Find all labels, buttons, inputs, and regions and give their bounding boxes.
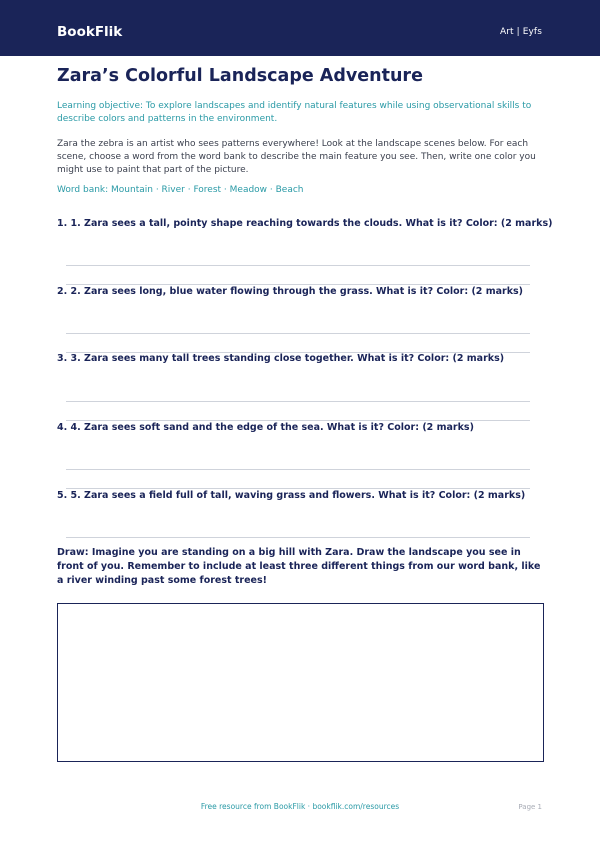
drawing-area[interactable] bbox=[57, 603, 544, 762]
draw-prompt: Draw: Imagine you are standing on a big hill with Zara. Draw the landscape you see in front of you. Remember to include at least three different things from our word bank, like a river winding past some forest trees! bbox=[57, 547, 541, 586]
brand-logo[interactable]: BookFlik bbox=[57, 24, 123, 40]
answer-line-5[interactable] bbox=[66, 537, 530, 538]
learning-objective: Learning objective: To explore landscapes and identify natural features while using observational skills to describe colors and patterns in the environment. bbox=[57, 101, 532, 124]
question-1: 1. 1. Zara sees a tall, pointy shape reaching towards the clouds. What is it? Color: (2 marks) bbox=[57, 218, 553, 229]
answer-line-2[interactable] bbox=[66, 333, 530, 334]
answer-line-4b[interactable] bbox=[66, 488, 530, 489]
footer-text[interactable]: Free resource from BookFlik · bookflik.com/resources bbox=[200, 802, 400, 811]
question-4: 4. 4. Zara sees soft sand and the edge of the sea. What is it? Color: (2 marks) bbox=[57, 422, 474, 433]
answer-line-1b[interactable] bbox=[66, 284, 530, 285]
answer-line-3b[interactable] bbox=[66, 420, 530, 421]
question-2: 2. 2. Zara sees long, blue water flowing through the grass. What is it? Color: (2 marks) bbox=[57, 286, 524, 297]
intro-text: Zara the zebra is an artist who sees patterns everywhere! Look at the landscape scenes below. For each scene, choose a word from the word bank to describe the main feature you see. Then, write one color you might use to paint that part of the picture. bbox=[57, 139, 536, 175]
word-bank: Word bank: Mountain · River · Forest · Meadow · Beach bbox=[57, 185, 304, 195]
answer-line-1[interactable] bbox=[66, 265, 530, 266]
header-bar bbox=[0, 0, 600, 56]
answer-line-3[interactable] bbox=[66, 401, 530, 402]
subject-label: Art | Eyfs bbox=[499, 27, 542, 37]
worksheet-title: Zara’s Colorful Landscape Adventure bbox=[57, 66, 423, 86]
answer-line-4[interactable] bbox=[66, 469, 530, 470]
question-5: 5. 5. Zara sees a field full of tall, waving grass and flowers. What is it? Color: (2 marks) bbox=[57, 490, 526, 501]
question-3: 3. 3. Zara sees many tall trees standing close together. What is it? Color: (2 marks) bbox=[57, 353, 505, 364]
page-number: Page 1 bbox=[518, 803, 542, 811]
